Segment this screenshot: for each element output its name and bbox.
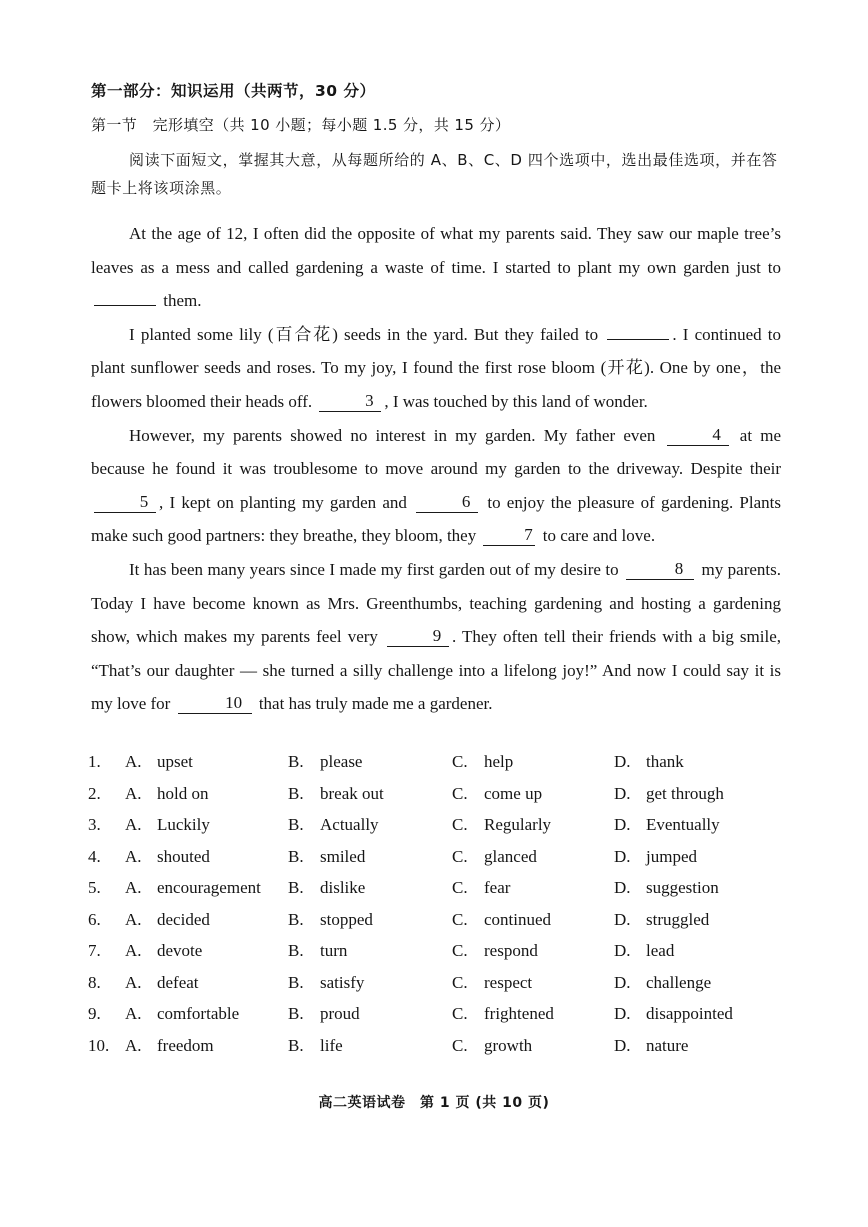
option-b: B. dislike [288, 878, 366, 897]
paragraph-3 [91, 419, 781, 553]
blank-4: 4 [667, 426, 729, 446]
option-a: A. defeat [125, 972, 199, 992]
option-c: C. glanced [452, 846, 537, 866]
option-b: B. turn [288, 941, 348, 960]
option-b: B. stopped [288, 909, 373, 929]
question-number: 10. [88, 1035, 110, 1055]
option-row [82, 1004, 802, 1036]
option-b: B. Actually [288, 815, 379, 834]
passage-text: However, my parents showed no interest in my garden. My father even [129, 425, 656, 445]
option-row [82, 1036, 802, 1068]
option-row [82, 941, 802, 973]
question-number: 1. [88, 752, 101, 771]
option-a: A. hold on [125, 783, 209, 803]
instructions: 阅读下面短文，掌握其大意，从每题所给的 A、B、C、D 四个选项中，选出最佳选项，并在答题卡上将该项涂黑。 [91, 151, 778, 197]
paragraph-1 [91, 217, 781, 318]
question-number: 2. [88, 783, 101, 803]
passage-text: them. [163, 291, 202, 311]
passage-text: to care and love. [542, 526, 656, 546]
option-d: D. nature [614, 1035, 689, 1055]
passage-text: that has truly made me a gardener. [258, 694, 493, 714]
blank-5: 5 [94, 493, 156, 513]
passage-text: At the age of 12, I often did the opposite of what my parents said. They saw our maple tree’s leaves as a mess and called gardening a waste of time. I started to plant my own garden just to [91, 224, 781, 277]
option-row [82, 910, 802, 942]
options-list [82, 752, 802, 1067]
option-d: D. thank [614, 752, 684, 771]
option-b: B. smiled [288, 846, 366, 866]
option-a: A. devote [125, 941, 203, 960]
option-b: B. satisfy [288, 972, 365, 992]
option-row [82, 784, 802, 816]
option-b: B. life [288, 1035, 343, 1055]
question-number: 3. [88, 815, 101, 834]
option-b: B. please [288, 752, 363, 771]
passage-text: It has been many years since I made my first garden out of my desire to [129, 559, 619, 579]
blank-6: 6 [416, 493, 478, 513]
section-title: 第一节 完形填空（共 10 小题；每小题 1.5 分，共 15 分） [91, 116, 511, 134]
question-number: 9. [88, 1004, 101, 1023]
part-title: 第一部分：知识运用（共两节，30 分） [91, 82, 376, 100]
option-c: C. fear [452, 878, 511, 897]
passage-text: at me because he found it was troublesome to move around my garden to the driveway. Despite their [91, 425, 782, 479]
option-c: C. help [452, 752, 514, 771]
option-c: C. come up [452, 783, 543, 803]
blank-1 [94, 286, 156, 306]
passage-text: I planted some lily (百合花) seeds in the yard. But they failed to [129, 324, 599, 344]
option-c: C. respond [452, 941, 538, 960]
passage-text: to enjoy the pleasure of gardening. Plants make such good partners: they breathe, they bloom, they [91, 492, 781, 546]
option-d: D. struggled [614, 909, 710, 929]
option-row [82, 878, 802, 910]
passage-text: . They often tell their friends with a big smile, “That’s our daughter — she turned a silly challenge into a lifelong joy!” And now I could say it is my love for [91, 627, 782, 714]
option-d: D. get through [614, 783, 724, 803]
option-b: B. proud [288, 1004, 360, 1023]
option-d: D. disappointed [614, 1004, 733, 1023]
option-a: A. decided [125, 909, 210, 929]
option-a: A. upset [125, 752, 193, 771]
option-a: A. encouragement [125, 878, 261, 897]
cloze-passage [91, 217, 781, 721]
blank-10: 10 [178, 694, 252, 714]
option-c: C. continued [452, 909, 552, 929]
option-a: A. shouted [125, 846, 210, 866]
paragraph-2 [91, 318, 781, 419]
blank-2 [607, 320, 669, 340]
option-c: C. growth [452, 1035, 533, 1055]
option-a: A. freedom [125, 1035, 214, 1055]
paragraph-4 [91, 553, 781, 721]
question-number: 4. [88, 846, 101, 866]
option-d: D. challenge [614, 972, 712, 992]
passage-text: . I continued to plant sunflower seeds and roses. To my joy, I found the first rose bloom (开花). One by one，the flowers bloomed their heads off. [91, 324, 781, 411]
option-d: D. Eventually [614, 815, 720, 834]
question-number: 5. [88, 878, 101, 897]
option-d: D. suggestion [614, 878, 719, 897]
option-d: D. jumped [614, 846, 697, 866]
passage-text: my parents. Today I have become known as Mrs. Greenthumbs, teaching gardening and hosting a gardening show, which makes my parents feel very [91, 559, 782, 647]
passage-text: , I was touched by this land of wonder. [384, 391, 648, 411]
blank-7: 7 [483, 526, 535, 546]
blank-9: 9 [387, 627, 449, 647]
option-a: A. Luckily [125, 815, 210, 834]
passage-text: , I kept on planting my garden and [159, 492, 407, 512]
blank-3: 3 [319, 392, 381, 412]
option-d: D. lead [614, 941, 675, 960]
question-number: 7. [88, 941, 101, 960]
option-c: C. frightened [452, 1004, 554, 1023]
option-c: C. respect [452, 972, 533, 992]
option-a: A. comfortable [125, 1004, 240, 1023]
question-number: 6. [88, 909, 101, 929]
question-number: 8. [88, 972, 101, 992]
blank-8: 8 [626, 560, 694, 580]
option-c: C. Regularly [452, 815, 552, 834]
option-row [82, 752, 802, 784]
option-row [82, 847, 802, 879]
option-row [82, 973, 802, 1005]
option-row [82, 815, 802, 847]
page-footer: 高二英语试卷 第 1 页 (共 10 页) [318, 1095, 550, 1111]
option-b: B. break out [288, 783, 384, 803]
